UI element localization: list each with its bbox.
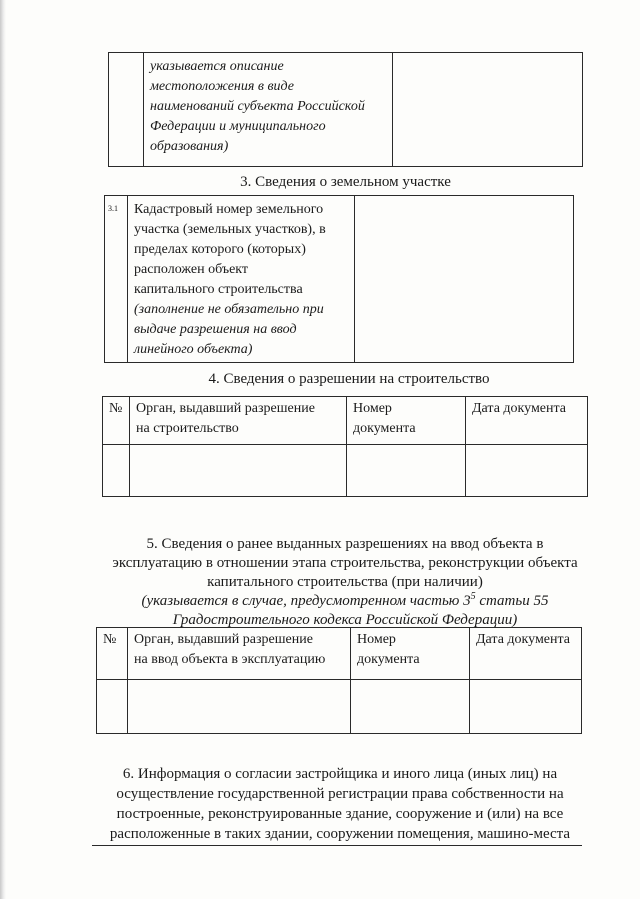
- commissioning-header-number-line: документа: [357, 652, 420, 667]
- commissioning-row-num: [97, 680, 128, 734]
- land-plot-label-cell: [128, 196, 355, 363]
- location-text-line: образования): [150, 139, 229, 154]
- section6-heading: [80, 764, 600, 844]
- section3-heading: 3. Сведения о земельном участке: [240, 174, 451, 190]
- section5-note-text: статьи 55: [475, 593, 549, 609]
- commissioning-row-date: [470, 680, 582, 734]
- location-num-cell: [109, 53, 144, 167]
- commissioning-header-date: Дата документа: [470, 628, 582, 680]
- section5-heading: [80, 535, 610, 630]
- land-plot-row-number: 3.1: [108, 204, 118, 213]
- section5-note-text: (указывается в случае, предусмотренном частью 3: [141, 593, 471, 609]
- land-plot-label-line: участка (земельных участков), в: [134, 222, 326, 237]
- permit-header-num: №: [103, 397, 130, 445]
- land-plot-note-line: (заполнение не обязательно при: [134, 302, 324, 317]
- land-plot-num-cell: [105, 196, 128, 363]
- location-text-line: наименований субъекта Российской: [150, 99, 365, 114]
- section5-note-line: Градостроительного кодекса Российской Федерации): [172, 612, 518, 628]
- permit-header-number-line: Номер: [353, 401, 392, 416]
- permit-header-number: [347, 397, 466, 445]
- land-plot-label-line: Кадастровый номер земельного: [134, 202, 324, 217]
- land-plot-note-line: выдаче разрешения на ввод: [134, 322, 297, 337]
- section5-note-line: [80, 592, 610, 611]
- scan-edge-shadow: [0, 0, 6, 899]
- land-plot-note-line: линейного объекта): [134, 342, 253, 357]
- location-text-line: указывается описание: [150, 59, 284, 74]
- location-text-line: местоположения в виде: [150, 79, 294, 94]
- permit-header-organ-line: Орган, выдавший разрешение: [136, 401, 315, 416]
- permit-row-organ: [130, 445, 347, 497]
- section5-note-superscript: 5: [470, 591, 476, 602]
- commissioning-header-number-line: Номер: [357, 632, 396, 647]
- permit-row-num: [103, 445, 130, 497]
- section6-heading-line: 6. Информация о согласии застройщика и иного лица (иных лиц) на: [122, 766, 558, 782]
- commissioning-row-organ: [128, 680, 351, 734]
- commissioning-header-organ: [128, 628, 351, 680]
- permit-row-number: [347, 445, 466, 497]
- land-plot-value-cell: [355, 196, 574, 363]
- section5-heading-line: эксплуатацию в отношении этапа строительства, реконструкции объекта: [112, 555, 578, 571]
- permit-header-date: Дата документа: [466, 397, 588, 445]
- construction-permit-table: [102, 396, 588, 497]
- land-plot-label-line: капитального строительства: [134, 282, 303, 297]
- commissioning-permit-table: [96, 627, 582, 734]
- commissioning-header-num: №: [97, 628, 128, 680]
- permit-header-organ: [130, 397, 347, 445]
- commissioning-header-organ-line: Орган, выдавший разрешение: [134, 632, 313, 647]
- section6-heading-line: осуществление государственной регистрации права собственности на: [116, 786, 564, 802]
- land-plot-label-line: пределах которого (которых): [134, 242, 306, 257]
- section5-heading-line: 5. Сведения о ранее выданных разрешениях на ввод объекта в: [146, 536, 544, 552]
- location-description-cell: [144, 53, 393, 167]
- section6-heading-line: расположенные в таких здании, сооружении помещения, машино-места: [109, 826, 571, 842]
- permit-row-date: [466, 445, 588, 497]
- section4-heading: 4. Сведения о разрешении на строительство: [208, 371, 490, 387]
- land-plot-table: [104, 195, 574, 363]
- permit-header-number-line: документа: [353, 421, 416, 436]
- location-value-cell: [393, 53, 583, 167]
- section5-heading-line: капитального строительства (при наличии): [207, 574, 483, 590]
- commissioning-header-number: [351, 628, 470, 680]
- location-table: [108, 52, 583, 167]
- section6-rule: [92, 845, 582, 846]
- location-text-line: Федерации и муниципального: [150, 119, 326, 134]
- commissioning-header-organ-line: на ввод объекта в эксплуатацию: [134, 652, 326, 667]
- permit-header-organ-line: на строительство: [136, 421, 239, 436]
- section6-heading-line: построенные, реконструированные здание, сооружение и (или) на все: [116, 806, 564, 822]
- commissioning-row-number: [351, 680, 470, 734]
- land-plot-label-line: расположен объект: [134, 262, 249, 277]
